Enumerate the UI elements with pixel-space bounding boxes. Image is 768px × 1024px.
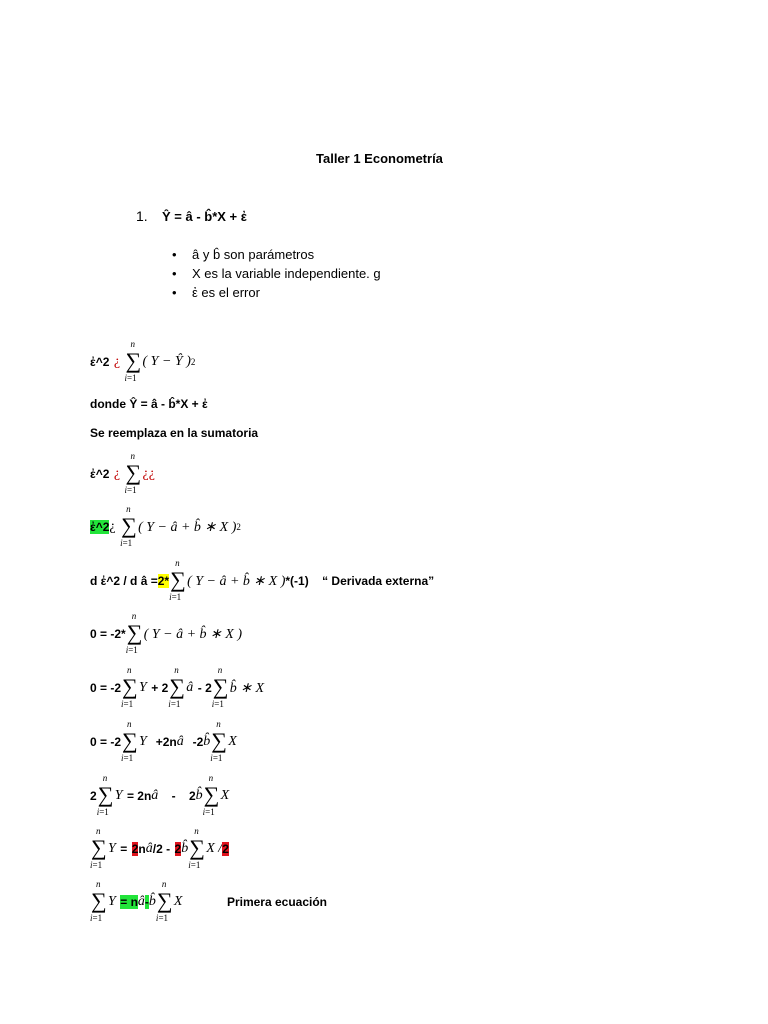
equation-line-9 <box>90 720 237 764</box>
equation-line-10 <box>90 774 229 818</box>
summation-symbol: n ∑ i=1 <box>155 879 173 923</box>
summation-symbol: n ∑ i=1 <box>169 558 186 602</box>
bullet-text: X es la variable independiente. g <box>192 266 381 281</box>
unknown-symbol: ¿ <box>113 354 121 369</box>
term: b̂ <box>203 734 211 749</box>
bullet-icon: • <box>172 266 177 281</box>
equation-line-11 <box>90 827 229 871</box>
term: n <box>138 842 146 856</box>
error-squared: ἐ^2 <box>90 355 110 369</box>
bullet-text: ἐ es el error <box>192 285 260 300</box>
equation-line-8 <box>90 666 264 710</box>
factor-highlight: 2* <box>157 574 170 588</box>
term: X <box>220 788 230 803</box>
expression: ( Y − â + b̂ ∗ X ) <box>143 626 242 642</box>
error-squared-highlight: ἐ^2 <box>90 520 110 534</box>
expression: ( Y − â + b̂ ∗ X ) <box>138 519 237 535</box>
exponent: 2 <box>236 522 241 532</box>
operator: = <box>120 842 128 856</box>
summation-symbol: n ∑ i=1 <box>124 451 142 495</box>
highlighted-operator: - <box>144 895 149 909</box>
term: X / <box>206 841 223 856</box>
equation-line-12 <box>90 880 327 924</box>
summation-symbol: n ∑ i=1 <box>211 665 229 709</box>
unknown-symbol: ¿¿ <box>142 466 155 481</box>
operator: /2 - <box>152 842 171 856</box>
term: b̂ ∗ X <box>229 680 265 696</box>
equation-line-6 <box>90 559 434 603</box>
term: Y <box>108 894 116 909</box>
regression-equation: Ŷ = â - b̂*X + ἐ <box>162 209 247 224</box>
summation-symbol: n ∑ i=1 <box>202 773 220 817</box>
term: Y <box>108 841 116 856</box>
bullet-text: â y b̂ son parámetros <box>192 247 315 262</box>
summation-symbol: n ∑ i=1 <box>96 773 114 817</box>
equation-line-5 <box>90 505 241 549</box>
summation-symbol: n ∑ i=1 <box>121 719 138 763</box>
bullet-icon: • <box>172 247 177 262</box>
item-number: 1. <box>136 208 148 224</box>
error-squared: ἐ^2 <box>90 467 110 481</box>
summation-symbol: n ∑ i=1 <box>210 719 227 763</box>
factor: *(-1) <box>285 574 309 588</box>
term: â <box>137 894 145 909</box>
summation-symbol: n ∑ i=1 <box>124 339 142 383</box>
summation-symbol: n ∑ i=1 <box>188 826 205 870</box>
summation-symbol: n ∑ i=1 <box>120 504 137 548</box>
numbered-item-1 <box>136 208 247 224</box>
equation-lhs: 0 = -2 <box>90 681 122 695</box>
equation-line-2: donde Ŷ = â - b̂*X + ἐ <box>90 397 208 411</box>
term: â <box>151 788 159 803</box>
term: â <box>176 734 184 749</box>
term: b̂ <box>148 894 156 909</box>
derivative-lhs: d ἐ^2 / d â = <box>90 574 158 588</box>
operator: - 2 <box>197 681 212 695</box>
operator: - 2 <box>171 789 196 803</box>
term: X <box>228 734 237 749</box>
equation-line-1 <box>90 340 195 384</box>
expression: ( Y − â + b̂ ∗ X ) <box>187 573 286 589</box>
cancelled-factor-highlight: 2 <box>131 842 139 856</box>
operator: +2n <box>155 735 177 749</box>
equation-line-3: Se reemplaza en la sumatoria <box>90 426 259 440</box>
highlighted-term: = n <box>120 895 138 909</box>
annotation-label: “ Derivada externa” <box>322 574 435 588</box>
page-title: Taller 1 Econometría <box>316 151 443 166</box>
bullet-icon: • <box>172 285 177 300</box>
summation-symbol: n ∑ i=1 <box>90 879 107 923</box>
summation-symbol: n ∑ i=1 <box>168 665 185 709</box>
operator: + 2 <box>151 681 169 695</box>
equation-lhs: 2 <box>90 789 97 803</box>
equation-line-4 <box>90 452 155 496</box>
cancelled-factor-highlight: 2 <box>222 842 229 856</box>
exponent: 2 <box>190 357 196 367</box>
equation-label: Primera ecuación <box>226 895 327 909</box>
term: â <box>145 841 153 856</box>
equation-lhs: 0 = -2 <box>90 735 122 749</box>
equation-lhs: 0 = -2* <box>90 627 126 641</box>
cancelled-factor-highlight: 2 <box>174 842 182 856</box>
term: b̂ <box>195 788 203 803</box>
unknown-symbol: ¿ <box>109 519 116 534</box>
operator: -2 <box>192 735 204 749</box>
summation-symbol: n ∑ i=1 <box>90 826 107 870</box>
term: X <box>173 894 183 909</box>
term: Y <box>139 734 147 749</box>
term: â <box>186 680 194 695</box>
summation-symbol: n ∑ i=1 <box>121 665 138 709</box>
expression: ( Y − Ŷ ) <box>142 354 191 369</box>
equation-line-7 <box>90 612 242 656</box>
term: Y <box>114 788 123 803</box>
term: Y <box>139 680 147 695</box>
operator: = 2n <box>126 789 152 803</box>
term: b̂ <box>181 841 189 856</box>
unknown-symbol: ¿ <box>113 466 121 481</box>
summation-symbol: n ∑ i=1 <box>125 611 143 655</box>
